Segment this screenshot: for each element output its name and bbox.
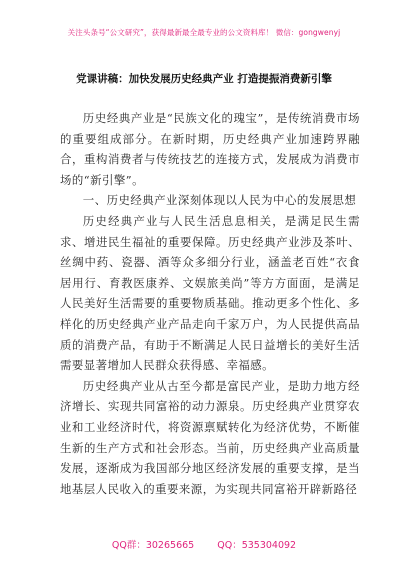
paragraph: 历史经典产业与人民生活息息相关，是满足民生需求、增进民生福祉的重要保障。历史经典产业涉及茶叶、丝绸中药、瓷器、酒等众多细分行业，涵盖老百姓“衣食居用行、育教医康养、文娱旅美尚”等方方面面，是满足人民美好生活需要的重要物质基础。推动更多个性化、多样化的历史经典产业产品走向千家万户，为人民提供高品质的消费产品，有助于不断满足人民日益增长的美好生活需要显著增加人民群众获得感、幸福感。 xyxy=(60,213,360,373)
section-heading: 一、历史经典产业深刻体现以人民为中心的发展思想 xyxy=(82,193,357,208)
qq-group-number: QQ群：30265665 xyxy=(111,540,195,551)
promo-banner: 关注头条号“公文研究”，获得最新最全最专业的公文资料库！ 微信：gongwenyj xyxy=(67,28,341,37)
document-title: 党课讲稿：加快发展历史经典产业 打造提振消费新引擎 xyxy=(76,73,332,85)
qq-number: QQ：535304092 xyxy=(217,540,297,551)
document-body xyxy=(60,108,360,499)
paragraph-intro: 历史经典产业是“民族文化的瑰宝”，是传统消费市场的重要组成部分。在新时期，历史经典产业加速跨界融合，重构消费者与传统技艺的连接方式，发展成为消费市场的“新引擎”。 xyxy=(60,111,360,187)
contact-footer xyxy=(0,537,408,551)
paragraph: 历史经典产业从古至今都是富民产业，是助力地方经济增长、实现共同富裕的动力源泉。历史经典产业贯穿农业和工业经济时代，将资源禀赋转化为经济优势，不断催生新的生产方式和社会形态。当前，历史经典产业高质量发展，逐渐成为我国部分地区经济发展的重要支撑，是当地基层人民收入的重要来源，为实现共同富裕开辟新路径 xyxy=(60,378,360,496)
